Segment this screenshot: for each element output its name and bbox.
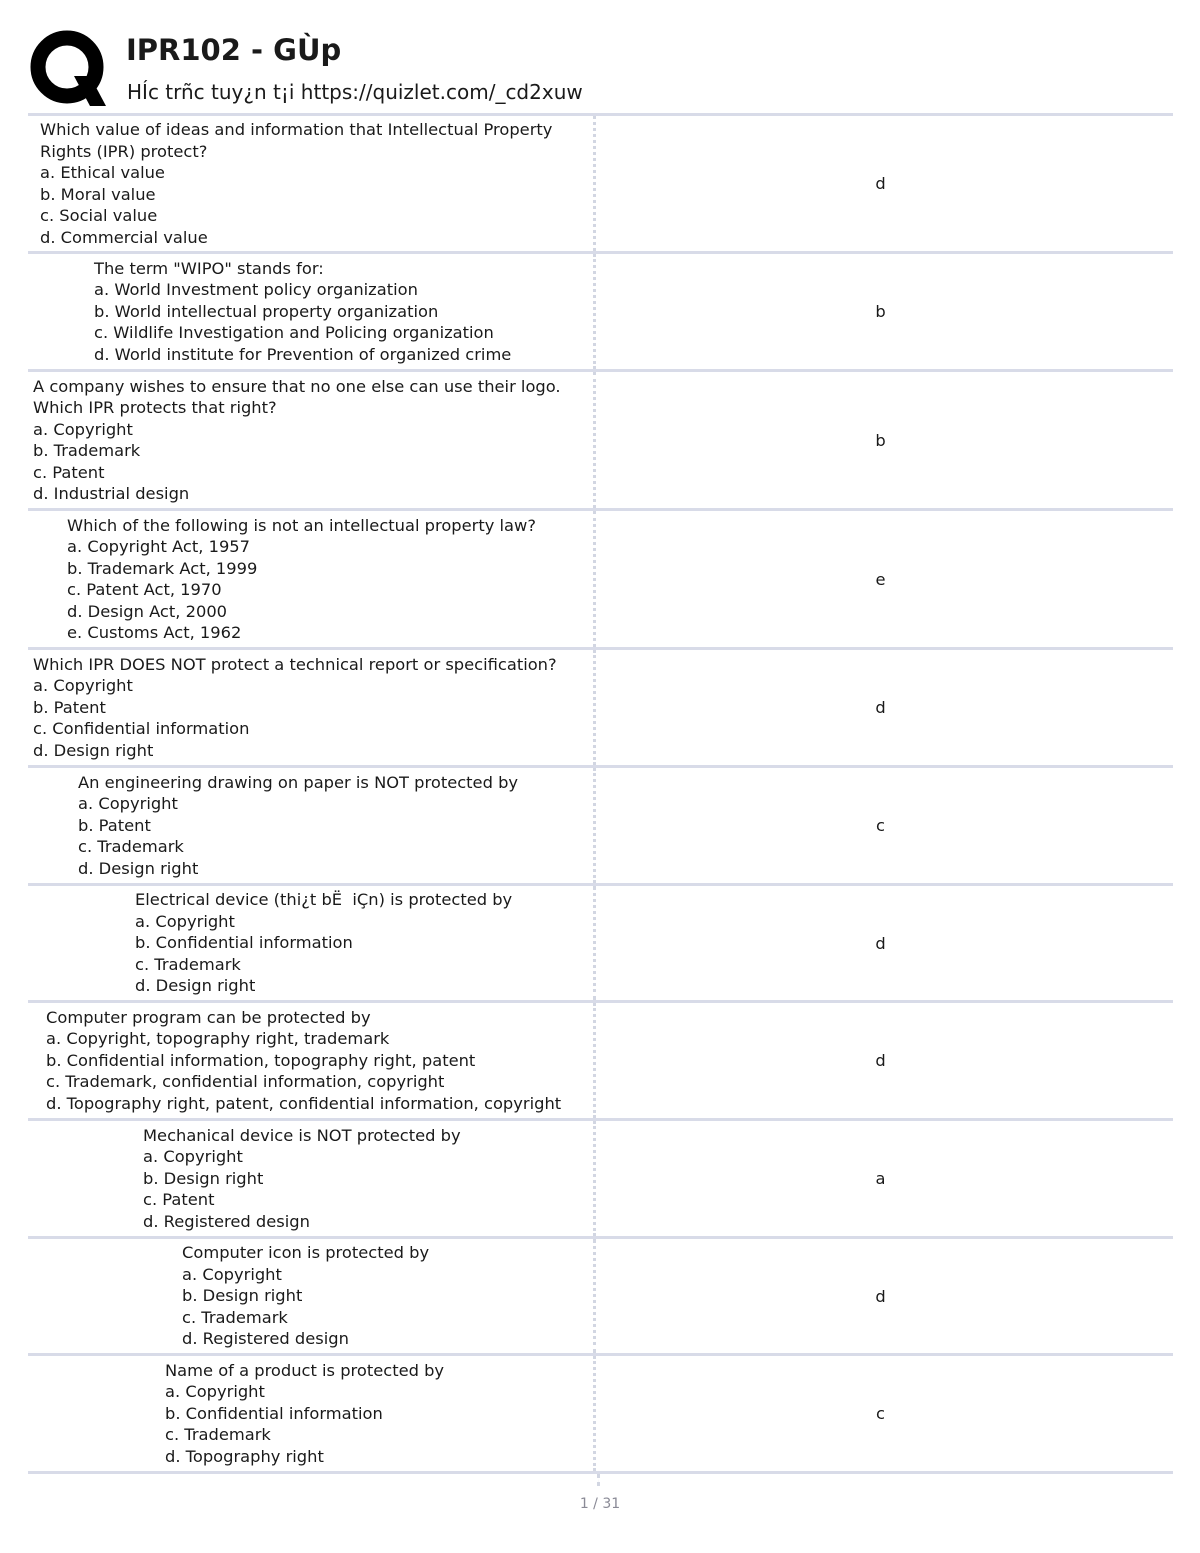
question-line: Which value of ideas and information that Intellectual Property [40,120,553,139]
term-cell [28,650,596,765]
term-cell [28,1003,596,1118]
question-line: Rights (IPR) protect? [40,141,208,161]
term-text [78,772,518,880]
definition-cell [596,254,1173,369]
option-line: a. Copyright, topography right, trademark [46,1029,390,1049]
term-cell [28,511,596,647]
term-text [40,119,552,248]
flashcard-row [28,1121,1173,1239]
term-text [135,889,512,997]
option-line: a. Copyright [33,676,133,696]
option-line: d. Registered design [143,1211,310,1231]
term-cell [28,116,596,251]
option-line: c. Patent [33,462,105,482]
option-line: d. World institute for Prevention of organized crime [94,344,512,364]
option-line: b. Confidential information [135,933,353,953]
term-text [94,258,511,366]
option-line: b. Confidential information [165,1403,383,1423]
flashcard-row [28,1239,1173,1356]
option-line: c. Trademark [78,837,184,857]
document-title: IPR102 - GÙp [126,33,342,67]
answer-text: a [875,1169,886,1188]
option-line: b. Trademark Act, 1999 [67,558,258,578]
option-line: a. Copyright Act, 1957 [67,537,251,556]
option-line: b. World intellectual property organization [94,301,439,321]
term-cell [28,886,596,1000]
question-line: The term "WIPO" stands for: [94,258,324,278]
question-line: Which of the following is not an intellectual property law? [67,515,536,535]
question-line: A company wishes to ensure that no one else can use their logo. [33,376,561,396]
term-cell [28,1239,596,1353]
answer-text: d [875,1051,886,1070]
option-line: b. Design right [143,1168,264,1188]
option-line: d. Design Act, 2000 [67,601,228,621]
option-line: d. Industrial design [33,484,190,503]
definition-cell [596,1239,1173,1353]
answer-text: e [875,569,886,589]
answer-text: d [875,174,886,193]
term-text [33,376,561,505]
definition-cell [596,1356,1173,1471]
option-line: c. Patent Act, 1970 [67,580,222,599]
option-line: c. Trademark, confidential information, copyright [46,1072,445,1092]
flashcard-row [28,650,1173,768]
question-line: Which IPR protects that right? [33,398,277,417]
option-line: a. Copyright [78,794,178,814]
definition-cell [596,650,1173,765]
document-subtitle: HÍc trñc tuy¿n t¡i https://quizlet.com/_cd2xuw [127,80,583,104]
answer-text: c [876,1404,885,1423]
flashcard-row [28,372,1173,511]
option-line: c. Wildlife Investigation and Policing organization [94,323,494,343]
definition-cell [596,116,1173,251]
quizlet-logo [30,30,108,108]
option-line: b. Patent [33,697,106,717]
option-line: d. Design right [33,740,154,760]
option-line: b. Moral value [40,184,156,204]
definition-cell [596,372,1173,508]
option-line: b. Trademark [33,441,141,460]
option-line: b. Patent [78,815,151,835]
answer-text: d [875,933,886,953]
answer-text: c [876,816,885,835]
option-line: c. Patent [143,1190,215,1210]
question-line: Mechanical device is NOT protected by [143,1125,461,1145]
option-line: d. Registered design [182,1329,349,1349]
answer-text: d [875,1286,886,1306]
page-indicator: 1 / 31 [579,1496,621,1512]
definition-cell [596,511,1173,647]
option-line: a. Copyright [135,911,235,931]
term-cell [28,1356,596,1471]
question-line: Electrical device (thi¿t bË iÇn) is protected by [135,890,513,910]
option-line: c. Social value [40,206,158,225]
option-line: a. Ethical value [40,163,165,182]
term-text [143,1125,461,1233]
option-line: a. Copyright [33,419,133,439]
flashcard-list [28,113,1173,1474]
option-line: d. Design right [135,976,256,996]
definition-cell [596,886,1173,1000]
question-line: Computer icon is protected by [182,1243,430,1263]
option-line: d. Commercial value [40,227,208,247]
answer-text: d [875,698,886,717]
flashcard-row [28,254,1173,372]
flashcard-row [28,511,1173,650]
option-line: c. Trademark [135,954,241,974]
option-line: e. Customs Act, 1962 [67,623,242,642]
term-text [46,1007,561,1115]
answer-text: b [875,430,886,450]
flashcard-row [28,768,1173,886]
term-text [165,1360,444,1468]
column-divider-tail [597,1474,600,1486]
flashcard-row [28,1003,1173,1121]
question-line: An engineering drawing on paper is NOT protected by [78,772,519,792]
question-line: Which IPR DOES NOT protect a technical report or specification? [33,654,557,674]
option-line: d. Topography right [165,1446,324,1466]
question-line: Name of a product is protected by [165,1360,445,1380]
option-line: a. Copyright [182,1264,282,1284]
term-text [182,1242,429,1350]
option-line: a. Copyright [143,1147,243,1167]
option-line: a. Copyright [165,1382,265,1402]
term-cell [28,372,596,508]
term-text [67,515,536,644]
option-line: d. Topography right, patent, confidential information, copyright [46,1093,562,1113]
option-line: a. World Investment policy organization [94,280,418,300]
option-line: c. Trademark [182,1307,288,1327]
definition-cell [596,768,1173,883]
definition-cell [596,1003,1173,1118]
option-line: b. Confidential information, topography right, patent [46,1050,476,1070]
flashcard-row [28,886,1173,1003]
answer-text: b [875,302,886,321]
term-cell [28,1121,596,1236]
option-line: c. Trademark [165,1425,271,1445]
flashcard-row [28,116,1173,254]
term-cell [28,768,596,883]
term-cell [28,254,596,369]
definition-cell [596,1121,1173,1236]
question-line: Computer program can be protected by [46,1007,371,1027]
flashcard-row [28,1356,1173,1474]
option-line: c. Confidential information [33,719,250,739]
option-line: b. Design right [182,1286,303,1306]
option-line: d. Design right [78,858,199,878]
term-text [33,654,557,762]
